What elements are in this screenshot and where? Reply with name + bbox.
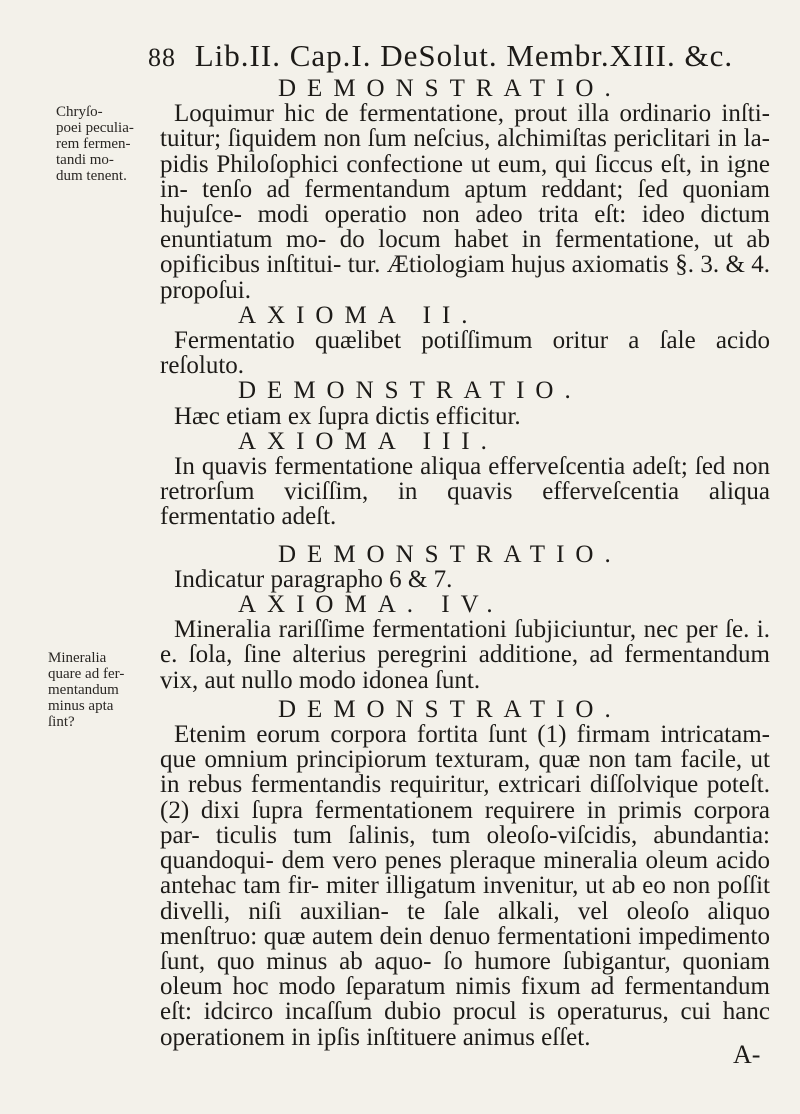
paragraph: Fermentatio quælibet potiſſimum oritur a ſale acido reſoluto. — [160, 327, 770, 380]
margin-note-line: minus apta — [48, 698, 114, 714]
heading-axioma-3: AXIOMA III. — [238, 427, 498, 455]
page-number: 88 — [148, 43, 176, 72]
margin-note-line: poei peculia- — [56, 120, 134, 136]
heading-demonstratio: DEMONSTRATIO. — [278, 695, 622, 723]
margin-note-chrysopoei — [56, 104, 134, 184]
paragraph: Hæc etiam ex ſupra dictis efficitur. — [174, 402, 521, 430]
margin-note-line: ſint? — [48, 714, 75, 730]
paragraph: Loquimur hic de fermentatione, prout illa ordinario inſti- tuitur; ſiquidem non ſum neſcius, alchimiſtas periclitari in la- pidis Philoſophici confectione ut eum, qui ſiccus eſt, in igne in- tenſo ad fermentandum aptum reddant; ſed quoniam hujuſce- modi operatio non adeo trita eſt: ideo dictum enuntiatum mo- do locum habet in fermentatione, ut ab opificibus inſtitui- tur. Ætiologiam hujus axiomatis §. 3. & 4. propoſui. — [160, 100, 770, 304]
running-title: Lib.II. Cap.I. DeSolut. Membr.XIII. &c. — [194, 38, 734, 73]
margin-note-line: Mineralia — [48, 650, 107, 666]
running-header — [148, 38, 733, 74]
heading-axioma-4: AXIOMA. IV. — [238, 591, 504, 619]
margin-note-line: dum tenent. — [56, 168, 127, 184]
heading-demonstratio: DEMONSTRATIO. — [278, 75, 622, 102]
heading-demonstratio: DEMONSTRATIO. — [238, 377, 582, 405]
paragraph: Etenim eorum corpora fortita ſunt (1) firmam intricatam- que omnium principiorum texturam, quæ non tam facile, ut in rebus fermentandis requiritur, extricari diſſolvique poteſt. (2) dixi ſupra fermentationem requirere in primis corpora par- ticulis tum ſalinis, tum oleoſo-viſcidis, abundantia: quandoqui- dem vero penes pleraque mineralia oleum acido antehac tam fir- miter illigatum invenitur, ut ab eo non poſſit divelli, niſi auxilian- te ſale alkali, vel oleoſo aliquo menſtruo: quæ autem dein denuo fermentationi impedimento ſunt, quo minus ab aquo- ſo humore ſubigantur, quoniam oleum hoc modo ſeparatum nimis fixum ad fermentandum eſt: idcirco incaſſum dubio procul is operaturus, cui hanc operationem in ipſis inſtituere animus eſſet. — [160, 721, 770, 1051]
main-text — [160, 76, 770, 1050]
margin-note-line: mentandum — [48, 682, 119, 698]
heading-demonstratio: DEMONSTRATIO. — [278, 540, 622, 568]
paragraph: In quavis fermentatione aliqua efferveſcentia adeſt; ſed non retrorſum viciſſim, in quavis efferveſcentia aliqua fermentatio adeſt. — [160, 453, 770, 531]
margin-note-line: quare ad fer- — [48, 666, 125, 682]
paragraph: Indicatur paragrapho 6 & 7. — [174, 565, 453, 593]
heading-axioma-2: AXIOMA II. — [238, 301, 479, 329]
margin-note-mineralia — [48, 650, 125, 730]
margin-note-line: tandi mo- — [56, 152, 114, 168]
catchword: A- — [733, 1040, 761, 1069]
margin-note-line: Chryſo- — [56, 104, 103, 120]
margin-note-line: rem fermen- — [56, 136, 131, 152]
paragraph: Mineralia rariſſime fermentationi ſubjiciuntur, nec per ſe. i. e. ſola, ſine alterius peregrini additione, ad fermentandum vix, aut nullo modo idonea ſunt. — [160, 616, 770, 694]
